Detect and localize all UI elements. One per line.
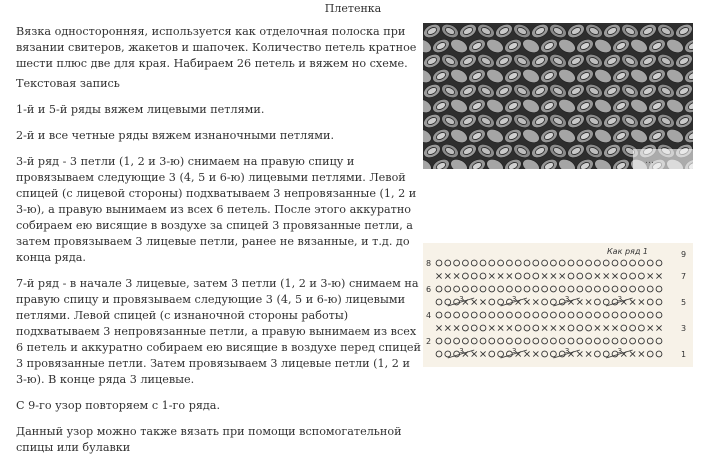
purl-stitch <box>612 312 618 318</box>
purl-stitch <box>603 351 609 357</box>
purl-stitch <box>524 260 530 266</box>
purl-stitch <box>647 312 653 318</box>
knit-stitch <box>595 273 600 278</box>
purl-stitch <box>445 312 451 318</box>
cable-label: 3 <box>459 347 464 355</box>
purl-stitch <box>551 260 557 266</box>
purl-stitch <box>577 273 583 279</box>
purl-stitch <box>436 286 442 292</box>
purl-stitch <box>559 286 565 292</box>
purl-stitch <box>630 338 636 344</box>
row-number-left: 8 <box>426 259 432 268</box>
purl-stitch <box>533 338 539 344</box>
purl-stitch <box>471 260 477 266</box>
purl-stitch <box>595 338 601 344</box>
knit-stitch <box>551 325 556 330</box>
purl-stitch <box>639 312 645 318</box>
purl-stitch <box>551 351 557 357</box>
purl-stitch <box>603 286 609 292</box>
text-column <box>16 24 421 466</box>
knit-stitch <box>648 273 653 278</box>
knit-stitch <box>489 325 494 330</box>
purl-stitch <box>551 286 557 292</box>
knitting-photo <box>423 23 693 169</box>
knit-stitch <box>656 325 661 330</box>
repeat-paragraph: С 9-го узор повторяем с 1-го ряда. <box>16 399 221 412</box>
knit-stitch <box>480 351 485 356</box>
purl-stitch <box>463 273 469 279</box>
purl-stitch <box>445 351 451 357</box>
purl-stitch <box>498 312 504 318</box>
row-7-paragraph: 7-й ряд - в начале 3 лицевые, затем 3 петли (1, 2 и 3-ю) снимаем на правую спицу и провязываем следующие 3 (4, 5 и 6-ю) лицевыми петлями. Левой спицей (с изнаночной стороны работы) подхватываем 3 непровязанные петли, а правую вынимаем из всех 6 петель и аккуратно собираем ею висящие в воздухе перед спицей 3 провязанные петли. Затем провязываем 3 лицевые петли (1, 2 и 3-ю). В конце ряда 3 лицевые. <box>16 277 421 386</box>
purl-stitch <box>436 299 442 305</box>
purl-stitch <box>524 273 530 279</box>
knit-stitch <box>498 325 503 330</box>
purl-stitch <box>639 260 645 266</box>
knit-stitch <box>524 299 529 304</box>
purl-stitch <box>639 286 645 292</box>
purl-stitch <box>639 325 645 331</box>
purl-stitch <box>603 312 609 318</box>
purl-stitch <box>586 325 592 331</box>
knit-stitch <box>551 273 556 278</box>
rows-1-5-paragraph: 1-й и 5-й ряды вяжем лицевыми петлями. <box>16 103 265 116</box>
cable-label: 3 <box>564 347 570 355</box>
even-rows-paragraph: 2-й и все четные ряды вяжем изнаночными петлями. <box>16 129 334 142</box>
knit-stitch <box>577 351 582 356</box>
purl-stitch <box>436 312 442 318</box>
purl-stitch <box>647 299 653 305</box>
knit-stitch <box>533 299 538 304</box>
purl-stitch <box>551 312 557 318</box>
purl-stitch <box>647 351 653 357</box>
purl-stitch <box>471 325 477 331</box>
knit-stitch <box>612 273 617 278</box>
purl-stitch <box>577 312 583 318</box>
purl-stitch <box>586 312 592 318</box>
knit-stitch <box>498 273 503 278</box>
knit-stitch <box>604 273 609 278</box>
purl-stitch <box>498 338 504 344</box>
purl-stitch <box>480 273 486 279</box>
purl-stitch <box>559 312 565 318</box>
purl-stitch <box>489 312 495 318</box>
purl-stitch <box>463 325 469 331</box>
knit-stitch <box>533 351 538 356</box>
purl-stitch <box>568 338 574 344</box>
purl-stitch <box>515 260 521 266</box>
purl-stitch <box>524 325 530 331</box>
row-number-right: 1 <box>681 350 687 359</box>
cable-label: 3 <box>617 295 623 303</box>
purl-stitch <box>630 286 636 292</box>
knit-stitch <box>507 273 512 278</box>
purl-stitch <box>639 273 645 279</box>
purl-stitch <box>436 338 442 344</box>
purl-stitch <box>463 286 469 292</box>
purl-stitch <box>454 286 460 292</box>
purl-stitch <box>612 260 618 266</box>
purl-stitch <box>498 299 504 305</box>
purl-stitch <box>471 312 477 318</box>
cable-label: 3 <box>617 347 623 355</box>
knit-stitch <box>595 325 600 330</box>
purl-stitch <box>577 260 583 266</box>
knit-stitch <box>445 273 450 278</box>
purl-stitch <box>463 260 469 266</box>
purl-stitch <box>639 338 645 344</box>
purl-stitch <box>595 299 601 305</box>
knit-stitch <box>524 351 529 356</box>
purl-stitch <box>612 286 618 292</box>
purl-stitch <box>454 338 460 344</box>
purl-stitch <box>621 273 627 279</box>
purl-stitch <box>568 260 574 266</box>
purl-stitch <box>542 338 548 344</box>
purl-stitch <box>542 299 548 305</box>
purl-stitch <box>436 351 442 357</box>
knit-stitch <box>454 325 459 330</box>
purl-stitch <box>621 325 627 331</box>
knit-stitch <box>480 299 485 304</box>
purl-stitch <box>463 338 469 344</box>
purl-stitch <box>445 299 451 305</box>
photo-watermark: … <box>645 156 654 166</box>
purl-stitch <box>480 260 486 266</box>
knit-stitch <box>586 299 591 304</box>
purl-stitch <box>533 286 539 292</box>
purl-stitch <box>621 312 627 318</box>
purl-stitch <box>551 299 557 305</box>
purl-stitch <box>577 325 583 331</box>
purl-stitch <box>515 273 521 279</box>
purl-stitch <box>471 338 477 344</box>
knit-stitch <box>472 299 477 304</box>
purl-stitch <box>471 286 477 292</box>
purl-stitch <box>621 286 627 292</box>
purl-stitch <box>489 338 495 344</box>
purl-stitch <box>647 260 653 266</box>
purl-stitch <box>463 312 469 318</box>
purl-stitch <box>595 351 601 357</box>
purl-stitch <box>507 338 513 344</box>
chart-header: Как ряд 1 <box>607 247 649 256</box>
purl-stitch <box>630 273 636 279</box>
purl-stitch <box>542 286 548 292</box>
knit-stitch <box>648 325 653 330</box>
purl-stitch <box>498 286 504 292</box>
page-title: Плетенка <box>324 2 382 15</box>
purl-stitch <box>603 260 609 266</box>
purl-stitch <box>603 338 609 344</box>
purl-stitch <box>603 299 609 305</box>
purl-stitch <box>498 260 504 266</box>
purl-stitch <box>621 338 627 344</box>
purl-stitch <box>630 312 636 318</box>
purl-stitch <box>533 325 539 331</box>
purl-stitch <box>647 286 653 292</box>
knit-stitch <box>630 299 635 304</box>
purl-stitch <box>656 299 662 305</box>
knit-stitch <box>656 273 661 278</box>
purl-stitch <box>586 286 592 292</box>
cable-label: 3 <box>459 295 464 303</box>
row-number-left: 4 <box>426 311 432 320</box>
row-number-left: 2 <box>426 337 432 346</box>
purl-stitch <box>454 260 460 266</box>
purl-stitch <box>489 299 495 305</box>
knit-stitch <box>577 299 582 304</box>
knit-stitch <box>445 325 450 330</box>
purl-stitch <box>542 351 548 357</box>
purl-stitch <box>542 260 548 266</box>
purl-stitch <box>533 273 539 279</box>
purl-stitch <box>612 338 618 344</box>
purl-stitch <box>559 260 565 266</box>
intro-paragraph: Вязка односторонняя, используется как отделочная полоска при вязании свитеров, жакетов и шапочек. Количество петель кратное шести плюс две для края. Набираем 26 петель и вяжем но схеме. <box>16 25 417 70</box>
knit-stitch <box>560 325 565 330</box>
purl-stitch <box>533 260 539 266</box>
purl-stitch <box>480 286 486 292</box>
purl-stitch <box>621 260 627 266</box>
knit-stitch <box>436 273 441 278</box>
knit-stitch <box>612 325 617 330</box>
row-3-paragraph: 3-й ряд - 3 петли (1, 2 и 3-ю) снимаем на правую спицу и провязываем следующие 3 (4, 5 и 6-ю) лицевыми петлями. Левой спицей (с лицевой стороны) подхватываем 3 непровязанные (1, 2 и 3-ю), а правую вынимаем из всех 6 петель. После этого аккуратно собираем ею висящие в воздухе за спицей 3 провязанные петли, а затем провязываем 3 лицевые петли, ранее не вязанные, и т.д. до конца ряда. <box>16 155 417 264</box>
purl-stitch <box>480 338 486 344</box>
purl-stitch <box>515 325 521 331</box>
knit-stitch <box>489 273 494 278</box>
purl-stitch <box>568 286 574 292</box>
knit-stitch <box>436 325 441 330</box>
purl-stitch <box>507 260 513 266</box>
purl-stitch <box>524 338 530 344</box>
knitting-chart <box>423 243 693 367</box>
purl-stitch <box>586 273 592 279</box>
purl-stitch <box>445 338 451 344</box>
row-number-right: 7 <box>681 272 687 281</box>
purl-stitch <box>656 286 662 292</box>
knit-stitch <box>630 351 635 356</box>
purl-stitch <box>586 260 592 266</box>
purl-stitch <box>498 351 504 357</box>
purl-stitch <box>489 260 495 266</box>
knit-stitch <box>454 273 459 278</box>
row-number-left: 6 <box>426 285 432 294</box>
purl-stitch <box>480 325 486 331</box>
row-number-right: 9 <box>681 250 687 259</box>
purl-stitch <box>445 286 451 292</box>
purl-stitch <box>436 260 442 266</box>
purl-stitch <box>445 260 451 266</box>
purl-stitch <box>630 260 636 266</box>
purl-stitch <box>595 260 601 266</box>
alternative-paragraph: Данный узор можно также вязать при помощи вспомогательной спицы или булавки <box>16 425 402 454</box>
section-heading: Текстовая запись <box>16 77 120 90</box>
purl-stitch <box>480 312 486 318</box>
knit-stitch <box>560 273 565 278</box>
purl-stitch <box>630 325 636 331</box>
chart-grid <box>426 250 686 359</box>
knit-stitch <box>586 351 591 356</box>
knit-stitch <box>604 325 609 330</box>
purl-stitch <box>577 286 583 292</box>
purl-stitch <box>533 312 539 318</box>
purl-stitch <box>507 312 513 318</box>
knit-stitch <box>542 325 547 330</box>
cable-label: 3 <box>564 295 570 303</box>
knit-stitch <box>472 351 477 356</box>
purl-stitch <box>524 312 530 318</box>
purl-stitch <box>515 286 521 292</box>
purl-stitch <box>595 286 601 292</box>
purl-stitch <box>647 338 653 344</box>
purl-stitch <box>454 312 460 318</box>
purl-stitch <box>515 312 521 318</box>
purl-stitch <box>551 338 557 344</box>
purl-stitch <box>471 273 477 279</box>
knit-stitch <box>507 325 512 330</box>
row-number-right: 3 <box>681 324 687 333</box>
row-number-right: 5 <box>681 298 687 307</box>
purl-stitch <box>507 286 513 292</box>
purl-stitch <box>568 312 574 318</box>
purl-stitch <box>489 286 495 292</box>
knit-stitch <box>639 299 644 304</box>
knit-stitch <box>639 351 644 356</box>
purl-stitch <box>568 325 574 331</box>
purl-stitch <box>586 338 592 344</box>
purl-stitch <box>656 351 662 357</box>
purl-stitch <box>656 260 662 266</box>
purl-stitch <box>515 338 521 344</box>
purl-stitch <box>568 273 574 279</box>
cable-label: 3 <box>512 295 517 303</box>
cable-label: 3 <box>512 347 517 355</box>
knit-stitch <box>542 273 547 278</box>
purl-stitch <box>656 338 662 344</box>
purl-stitch <box>489 351 495 357</box>
purl-stitch <box>524 286 530 292</box>
purl-stitch <box>656 312 662 318</box>
purl-stitch <box>595 312 601 318</box>
purl-stitch <box>542 312 548 318</box>
purl-stitch <box>577 338 583 344</box>
purl-stitch <box>559 338 565 344</box>
